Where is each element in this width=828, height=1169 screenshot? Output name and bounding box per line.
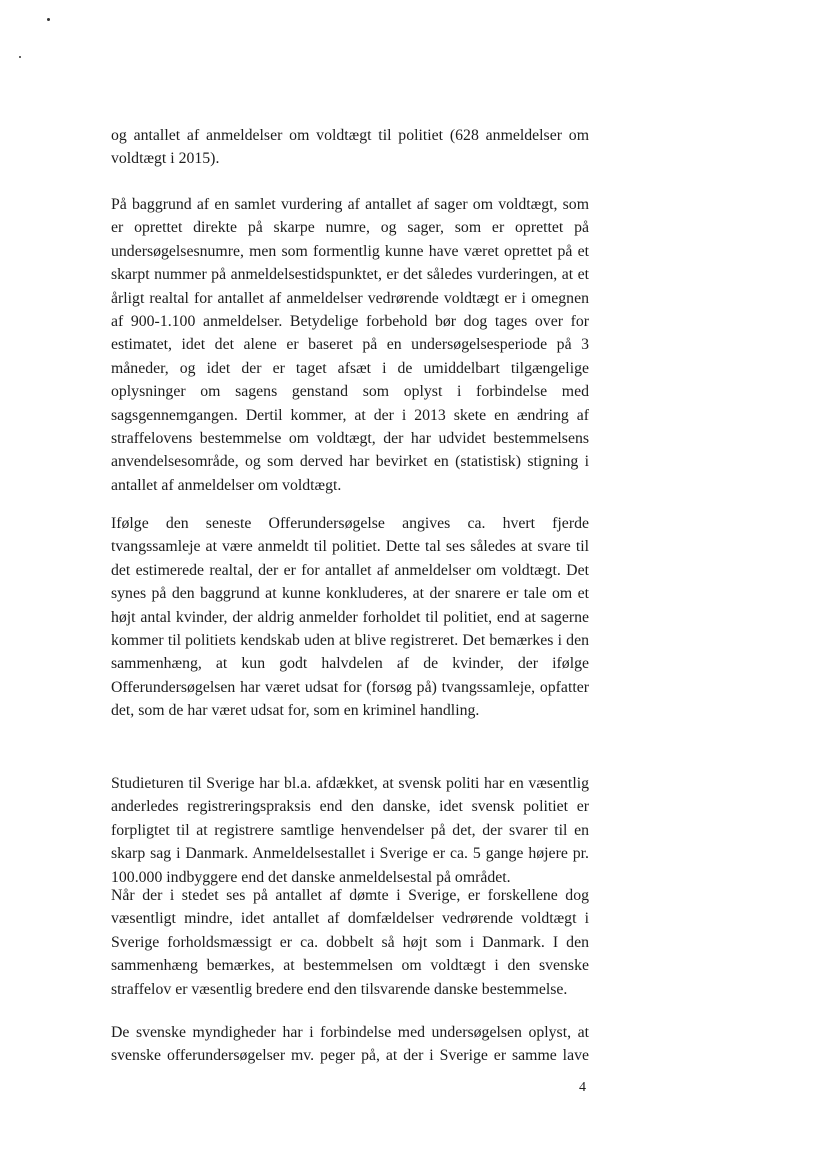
text-line: antallet af anmeldelser om voldtægt. — [111, 476, 342, 494]
text-line: estimatet, idet det alene er baseret på en undersøgelsesperiode på 3 — [111, 336, 589, 354]
text-line: På baggrund af en samlet vurdering af antallet af sager om voldtægt, som — [111, 196, 589, 213]
text-line: voldtægt i 2015). — [111, 150, 220, 168]
text-line: anderledes registreringspraksis end den danske, idet svensk politiet er — [111, 798, 589, 816]
text-line: kommer til politiets kendskab uden at blive registreret. Det bemærkes i den — [111, 632, 589, 650]
text-line: svenske offerundersøgelser mv. peger på, at der i Sverige er samme lave — [111, 1047, 589, 1065]
paragraph — [111, 772, 589, 889]
text-line: væsentligt mindre, idet antallet af domfældelser vedrørende voldtægt i — [111, 910, 589, 928]
text-line: tvangssamleje at være anmeldt til politiet. Dette tal ses således at svare til — [111, 538, 589, 556]
text-line: straffelov er væsentlig bredere end den tilsvarende danske bestemmelse. — [111, 980, 568, 998]
text-line: oplysninger om sagens genstand som oplyst i forbindelse med — [111, 383, 589, 401]
text-line: Studieturen til Sverige har bl.a. afdækket, at svensk politi har en væsentlig — [111, 775, 589, 792]
text-line: sammenhæng, at kun godt halvdelen af de kvinder, der ifølge — [111, 655, 589, 673]
text-line: straffelovens bestemmelse om voldtægt, der har udvidet bestemmelsens — [111, 430, 589, 448]
text-line: måneder, og idet der er taget afsæt i de umiddelbart tilgængelige — [111, 359, 589, 377]
paragraph — [111, 512, 589, 723]
text-line: Offerundersøgelsen har været udsat for (forsøg på) tvangssamleje, opfatter — [111, 678, 589, 696]
text-line: undersøgelsesnumre, men som formentlig kunne have været oprettet på et — [111, 242, 589, 260]
text-line: højt antal kvinder, der aldrig anmelder forholdet til politiet, end at sagerne — [111, 608, 589, 626]
paragraph — [111, 884, 589, 1001]
text-line: sammenhæng bemærkes, at bestemmelsen om voldtægt i den svenske — [111, 957, 589, 975]
paragraph — [111, 124, 589, 171]
text-line: skarp sag i Danmark. Anmeldelsestallet i Sverige er ca. 5 gange højere pr. — [111, 845, 589, 863]
text-line: synes på den baggrund at kunne konkluderes, at der snarere er tale om et — [111, 585, 589, 603]
text-line: er oprettet direkte på skarpe numre, og sager, som er oprettet på — [111, 219, 589, 237]
scan-speck — [47, 18, 50, 21]
text-line: forpligtet til at registrere samtlige henvendelser på det, der svarer til en — [111, 821, 589, 839]
text-line: af 900-1.100 anmeldelser. Betydelige forbehold bør dog tages over for — [111, 313, 589, 331]
paragraph — [111, 1021, 589, 1068]
text-line: sagsgennemgangen. Dertil kommer, at der i 2013 skete en ændring af — [111, 406, 589, 424]
scan-speck — [19, 56, 21, 58]
paragraph — [111, 193, 589, 497]
text-line: det, som de har været udsat for, som en kriminel handling. — [111, 702, 480, 720]
text-line: anvendelsesområde, og som derved har bevirket en (statistisk) stigning i — [111, 453, 589, 471]
text-line: Ifølge den seneste Offerundersøgelse angives ca. hvert fjerde — [111, 515, 589, 532]
text-line: og antallet af anmeldelser om voldtægt til politiet (628 anmeldelser om — [111, 127, 589, 144]
text-line: Når der i stedet ses på antallet af dømte i Sverige, er forskellene dog — [111, 887, 589, 904]
text-line: 100.000 indbyggere end det danske anmeldelsestal på området. — [111, 868, 511, 886]
text-line: det estimerede realtal, der er for antallet af anmeldelser om voldtægt. Det — [111, 561, 589, 579]
text-line: De svenske myndigheder har i forbindelse med undersøgelsen oplyst, at — [111, 1024, 589, 1041]
page-number: 4 — [579, 1080, 586, 1095]
text-line: Sverige forholdsmæssigt er ca. dobbelt så højt som i Danmark. I den — [111, 933, 589, 951]
text-line: skarpt nummer på anmeldelsestidspunktet, er det således vurderingen, at et — [111, 266, 589, 284]
text-line: årligt realtal for antallet af anmeldelser vedrørende voldtægt er i omegnen — [111, 289, 589, 307]
